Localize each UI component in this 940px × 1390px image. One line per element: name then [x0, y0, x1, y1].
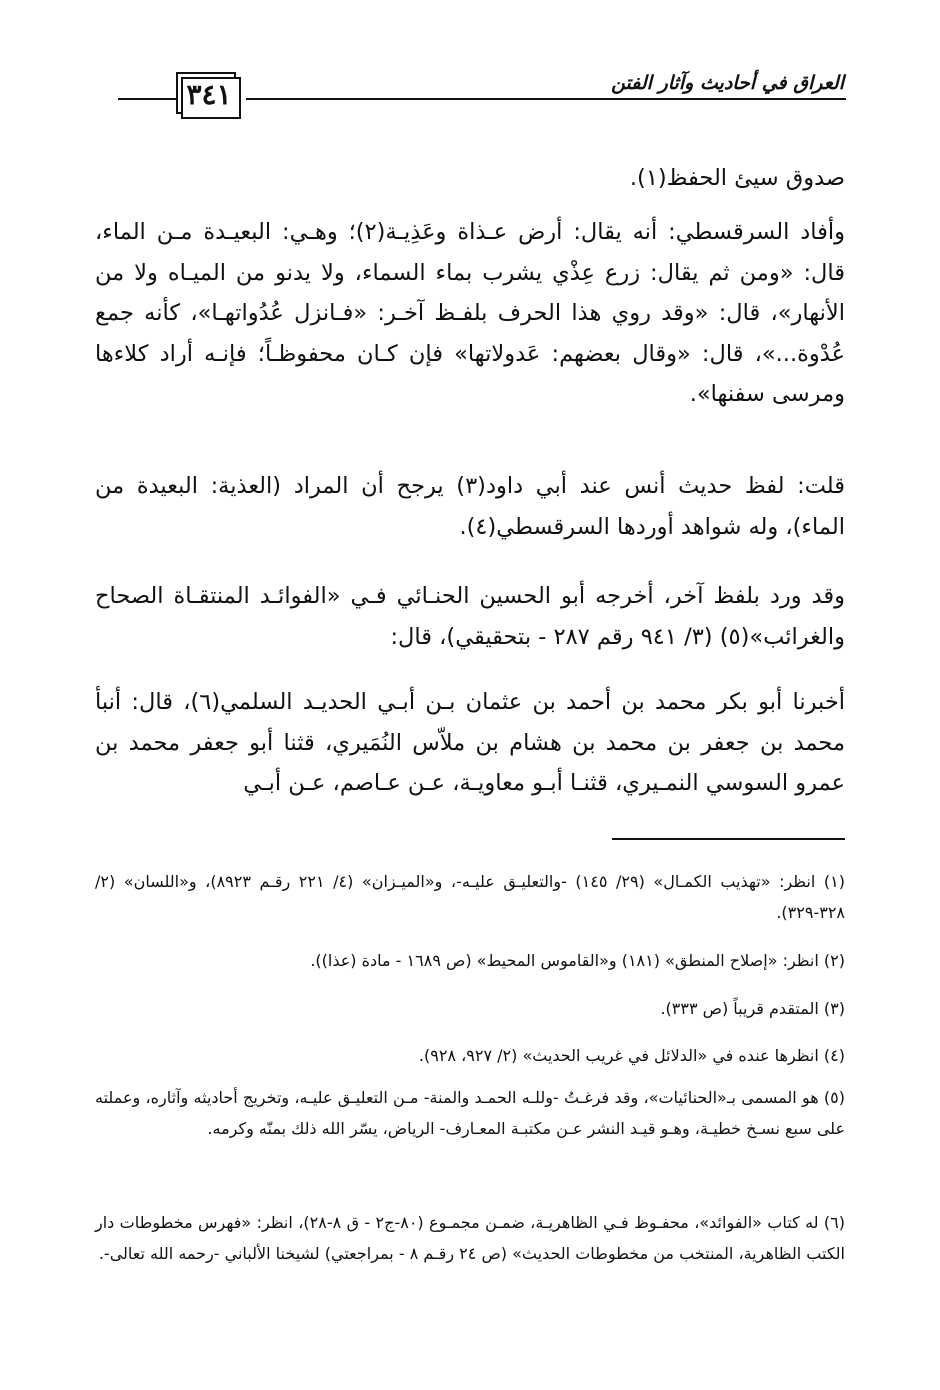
footnote-1: (١) انظر: «تهذيب الكمـال» (٢٩/ ١٤٥) -والتعليـق عليـه-، و«الميـزان» (٤/ ٢٢١ رقـم ٨٩٢٣)، و«اللسان» (٢/ ٣٢٨-٣٢٩).	[95, 872, 845, 922]
paragraph-1: صدوق سيئ الحفظ(١).	[629, 165, 845, 191]
paragraph-3: قلت: لفظ حديث أنس عند أبي داود(٣) يرجح أن المراد (العذية: البعيدة من الماء)، وله شواهد أوردها السرقسطي(٤).	[95, 473, 845, 540]
running-title: العراق في أحاديث وآثار الفتن	[611, 72, 844, 94]
footnote-4: (٤) انظرها عنده في «الدلائل في غريب الحديث» (٢/ ٩٢٧، ٩٢٨).	[418, 1046, 845, 1065]
paragraph-2: وأفاد السرقسطي: أنه يقال: أرض عـذاة وعَذِيـة(٢)؛ وهـي: البعيـدة مـن الماء، قال: «ومن ثم يقال: زرع عِذْي يشرب بماء السماء، ولا يدنو من الميـاه ولا من الأنهار»، قال: «وقد روي هذا الحرف بلفـظ آخـر: «فـانزل عُدُواتهـا»، كأنه جمع عُدْوة...»، قال: «وقال بعضهم: عَدولاتها» فإن كـان محفوظـاً؛ فإنـه أراد كلاءها ومرسى سفنها».	[95, 219, 846, 407]
footnote-3: (٣) المتقدم قريباً (ص ٣٣٣).	[660, 999, 845, 1018]
footnote-separator	[612, 838, 845, 840]
paragraph-5: أخبرنا أبو بكر محمد بن أحمد بن عثمان بـن أبـي الحديـد السلمي(٦)، قال: أنبأ محمد بن جعفر بن محمد بن هشام بن ملاّس النُمَيري، قثنا أبو جعفر محمد بن عمرو السوسي النمـيري، قثنـا أبـو معاويـة، عـن عـاصم، عـن أبـي	[95, 689, 845, 796]
paragraph-4: وقد ورد بلفظ آخر، أخرجه أبو الحسين الحنـائي فـي «الفوائـد المنتقـاة الصحاح والغرائب»(٥) (٣/ ٩٤١ رقم ٢٨٧ - بتحقيقي)، قال:	[95, 583, 845, 650]
header-rule-right	[246, 98, 846, 100]
footnote-6: (٦) له كتاب «الفوائد»، محفـوظ فـي الظاهريـة، ضمـن مجمـوع (٨٠-ج٢ - ق ٨-٢٨)، انظر: «فهرس مخطوطات دار الكتب الظاهرية، المنتخب من مخطوطات الحديث» (ص ٢٤ رقـم ٨ - بمراجعتي) لشيخنا الألباني -رحمه الله تعالى-.	[95, 1213, 846, 1263]
header-rule-left	[118, 98, 176, 100]
footnote-5: (٥) هو المسمى بـ«الحنائيات»، وقد فرغـتُ -وللـه الحمـد والمنة- مـن التعليـق عليـه، وتخريج أحاديثه وآثاره، وعملته على سبع نسـخ خطيـة، وهـو قيـد النشر عـن مكتبـة المعـارف- الرياض، يسّر الله ذلك بمنّه وكرمه.	[95, 1088, 845, 1138]
footnote-2: (٢) انظر: «إصلاح المنطق» (١٨١) و«القاموس المحيط» (ص ١٦٨٩ - مادة (عذا)).	[310, 951, 845, 970]
page-number: ٣٤١	[186, 78, 232, 111]
